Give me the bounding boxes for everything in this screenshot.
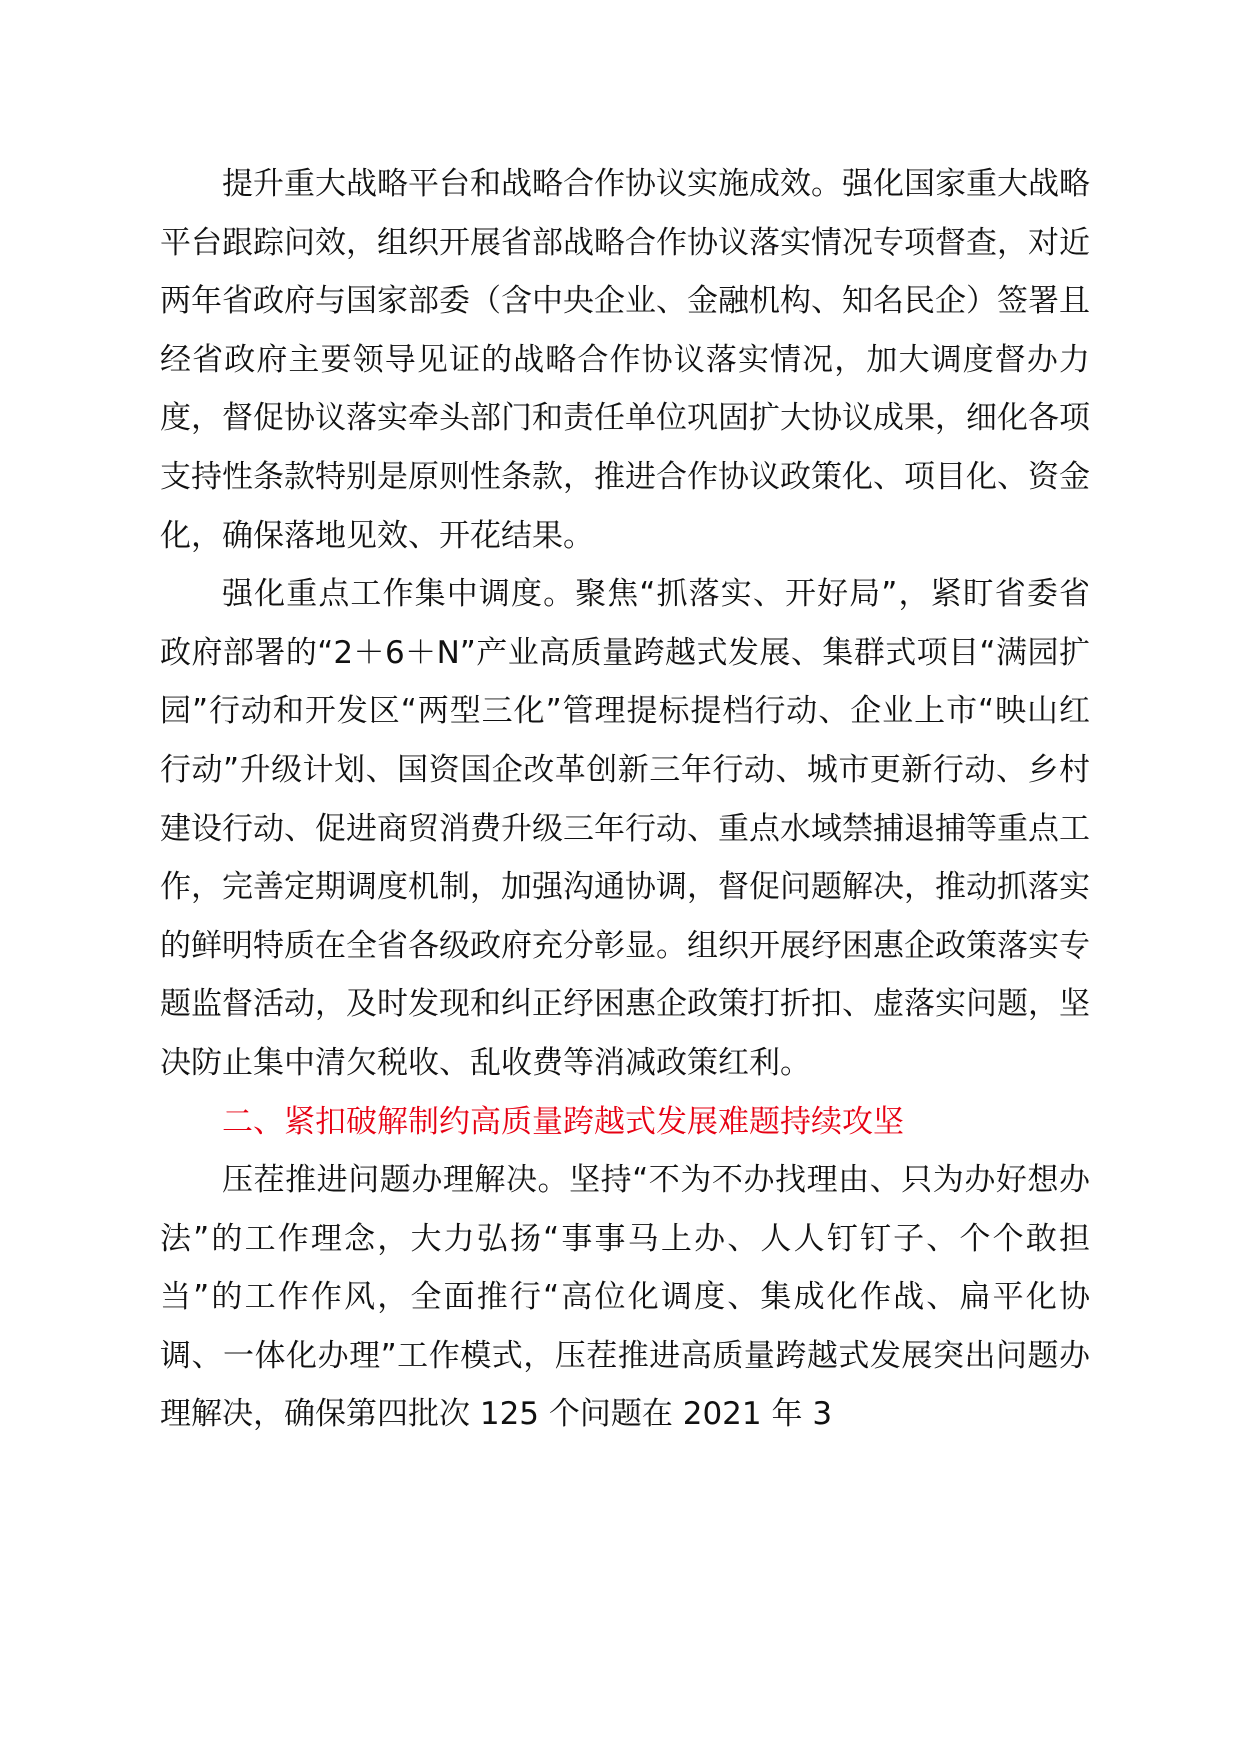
paragraph-strategic-platform: 提升重大战略平台和战略合作协议实施成效。强化国家重大战略平台跟踪问效，组织开展省部战略合作协议落实情况专项督查，对近两年省政府与国家部委（含中央企业、金融机构、知名民企）签署且经省政府主要领导见证的战略合作协议落实情况，加大调度督办力度，督促协议落实牵头部门和责任单位巩固扩大协议成果，细化各项支持性条款特别是原则性条款，推进合作协议政策化、项目化、资金化，确保落地见效、开花结果。 bbox=[160, 166, 1090, 554]
section-heading: 二、紧扣破解制约高质量跨越式发展难题持续攻坚 bbox=[222, 1103, 904, 1140]
paragraph-key-work-scheduling: 强化重点工作集中调度。聚焦“抓落实、开好局”，紧盯省委省政府部署的“2＋6＋N”产业高质量跨越式发展、集群式项目“满园扩园”行动和开发区“两型三化”管理提标提档行动、企业上市“映山红行动”升级计划、国资国企改革创新三年行动、城市更新行动、乡村建设行动、促进商贸消费升级三年行动、重点水域禁捕退捕等重点工作，完善定期调度机制，加强沟通协调，督促问题解决，推动抓落实的鲜明特质在全省各级政府充分彰显。组织开展纾困惠企政策落实专题监督活动，及时发现和纠正纾困惠企政策打折扣、虚落实问题，坚决防止集中清欠税收、乱收费等消减政策红利。 bbox=[160, 576, 1090, 1081]
paragraph-problem-resolution: 压茬推进问题办理解决。坚持“不为不办找理由、只为办好想办法”的工作理念，大力弘扬“事事马上办、人人钉钉子、个个敢担当”的工作作风，全面推行“高位化调度、集成化作战、扁平化协调、一体化办理”工作模式，压茬推进高质量跨越式发展突出问题办理解决，确保第四批次 125 个问题在 2021 年 3 bbox=[160, 1162, 1090, 1433]
document-body bbox=[160, 155, 1090, 1444]
